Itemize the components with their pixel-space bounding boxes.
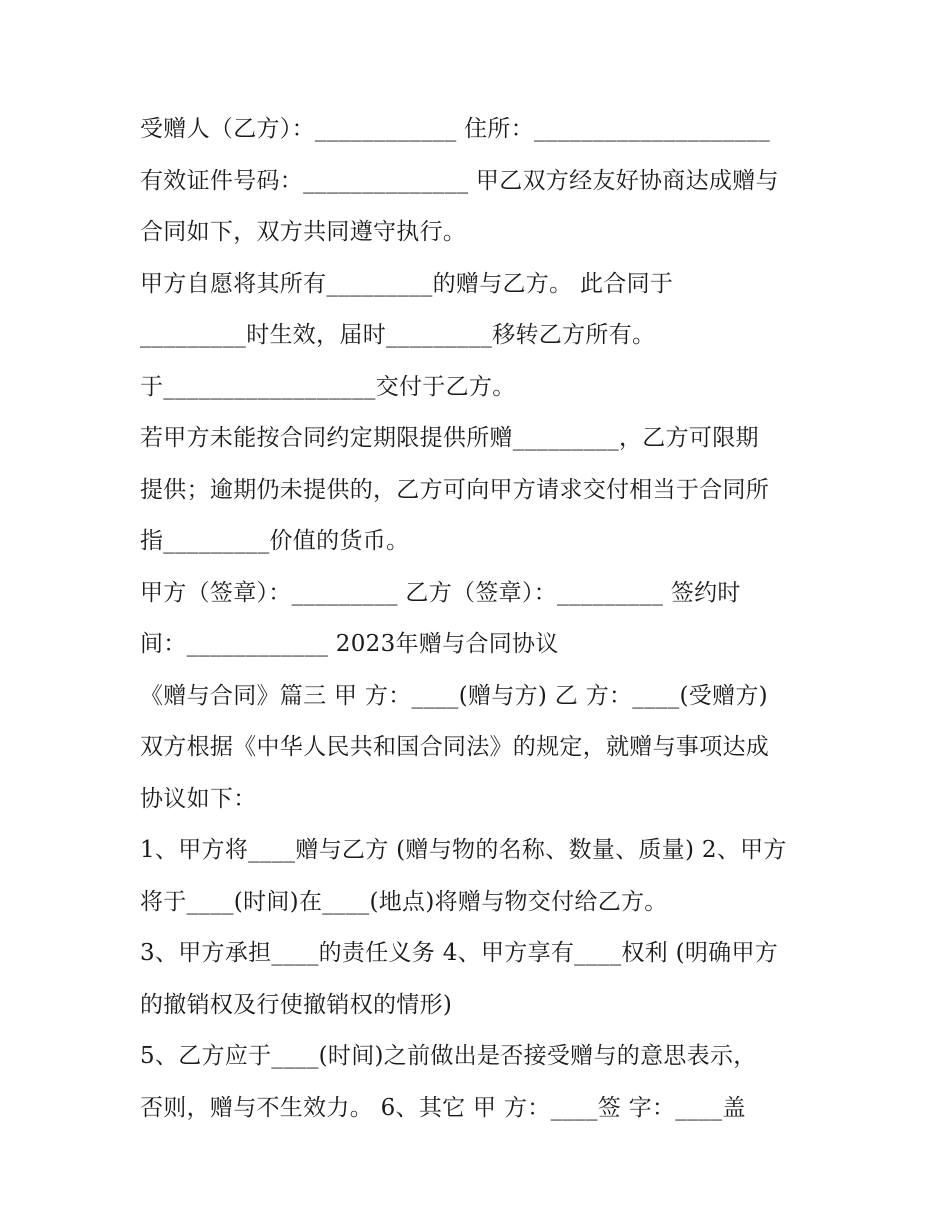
text-line: _________时生效，届时_________移转乙方所有。 bbox=[140, 322, 656, 348]
text-line: 3、甲方承担____的责任义务 4、甲方享有____权利 (明确甲方 bbox=[140, 940, 779, 966]
document-body bbox=[140, 104, 820, 1134]
text-line: 提供；逾期仍未提供的，乙方可向甲方请求交付相当于合同所 bbox=[140, 476, 770, 503]
text-line: 合同如下，双方共同遵守执行。 bbox=[140, 219, 467, 245]
text-line: 于__________________交付于乙方。 bbox=[140, 373, 516, 400]
text-line: 指_________价值的货币。 bbox=[140, 528, 410, 554]
text-line: 协议如下： bbox=[140, 785, 257, 812]
text-line: 的撤销权及行使撤销权的情形) bbox=[140, 991, 453, 1018]
text-line: 双方根据《中华人民共和国合同法》的规定，就赠与事项达成 bbox=[140, 734, 770, 760]
text-line: 1、甲方将____赠与乙方 (赠与物的名称、数量、质量) 2、甲方 bbox=[140, 837, 787, 863]
text-line: 将于____(时间)在____(地点)将赠与物交付给乙方。 bbox=[140, 888, 668, 915]
text-line: 否则，赠与不生效力。 6、其它 甲 方：____签 字：____盖 bbox=[140, 1094, 746, 1121]
text-line: 5、乙方应于____(时间)之前做出是否接受赠与的意思表示， bbox=[140, 1043, 757, 1069]
text-line: 有效证件号码：______________ 甲乙双方经友好协商达成赠与 bbox=[140, 167, 779, 194]
text-line: 《赠与合同》篇三 甲 方：____(赠与方) 乙 方：____(受赠方) bbox=[140, 682, 768, 709]
text-line: 受赠人（乙方）：____________ 住所：____________________ bbox=[140, 116, 771, 142]
text-line: 间：____________ 2023年赠与合同协议 bbox=[140, 631, 559, 657]
text-line: 若甲方未能按合同约定期限提供所赠_________，乙方可限期 bbox=[140, 425, 759, 451]
text-line: 甲方（签章）：_________ 乙方（签章）：_________ 签约时 bbox=[140, 579, 741, 606]
text-line: 甲方自愿将其所有_________的赠与乙方。 此合同于 bbox=[140, 270, 674, 297]
